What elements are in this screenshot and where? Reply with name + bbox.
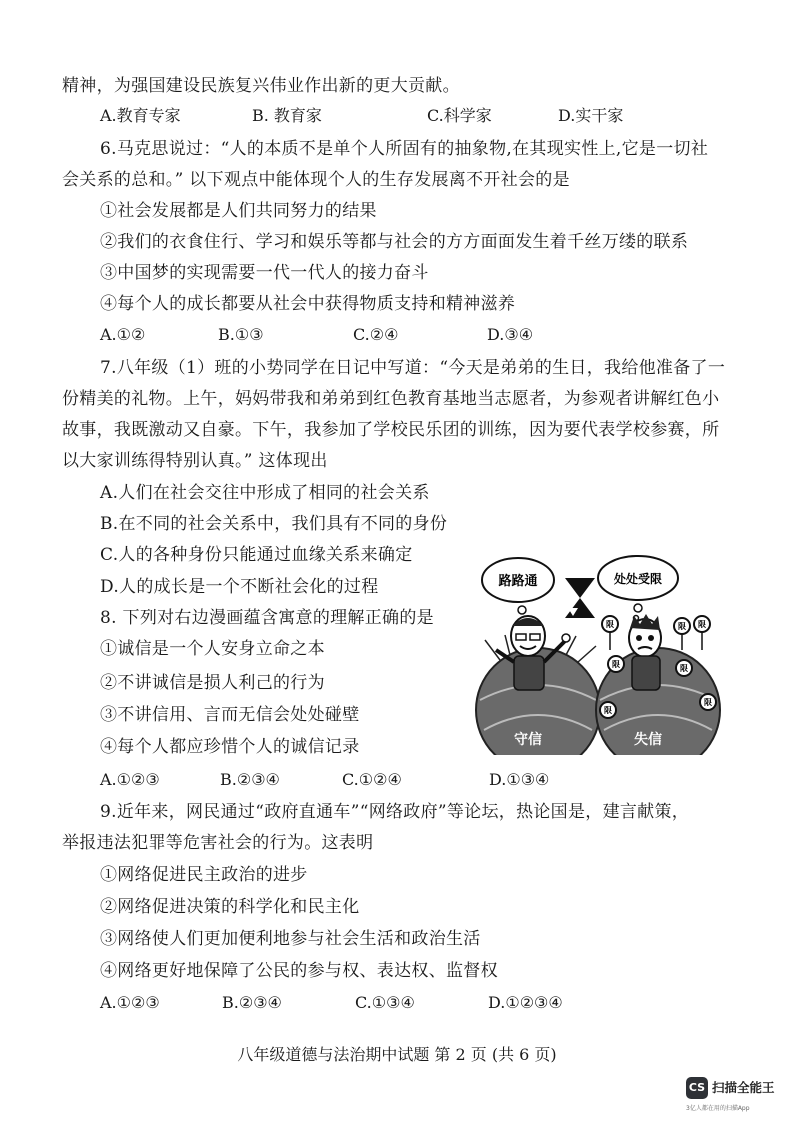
option-d: D.人的成长是一个不断社会化的过程	[100, 577, 379, 597]
limit-sign-icon: 限	[604, 706, 612, 715]
left-globe-label: 守信	[514, 732, 542, 748]
statement: ④每个人的成长都要从社会中获得物质支持和精神滋养	[100, 294, 516, 314]
worried-person	[629, 614, 661, 690]
option-b: B.在不同的社会关系中，我们具有不同的身份	[100, 514, 448, 534]
option-b: B.①③	[218, 325, 264, 344]
option-d: D.③④	[487, 325, 534, 344]
option-c: C.②④	[353, 325, 399, 344]
right-bubble-text: 处处受限	[613, 572, 663, 586]
statement: ②网络促进决策的科学化和民主化	[100, 897, 360, 917]
statement: ①诚信是一个人安身立命之本	[100, 639, 325, 659]
text-line: 举报违法犯罪等危害社会的行为。这表明	[62, 833, 374, 853]
limit-sign-icon: 限	[698, 620, 706, 629]
limit-sign-icon: 限	[678, 622, 686, 631]
limit-sign-icon: 限	[606, 620, 614, 629]
option-a: A.①②③	[100, 993, 160, 1012]
left-thought-bubble	[482, 558, 554, 623]
option-d: D.实干家	[558, 106, 624, 125]
camscanner-logo-icon: CS	[686, 1077, 708, 1099]
left-bubble-text: 路路通	[498, 574, 538, 589]
scanner-watermark	[686, 1075, 786, 1115]
text-line: 以大家训练得特别认真。” 这体现出	[62, 451, 328, 471]
text-line: 会关系的总和。” 以下观点中能体现个人的生存发展离不开社会的是	[62, 170, 570, 190]
option-c: C.科学家	[427, 106, 492, 125]
option-a: A.人们在社会交往中形成了相同的社会关系	[100, 483, 430, 503]
option-a: A.①②	[100, 325, 146, 344]
option-c: C.人的各种身份只能通过血缘关系来确定	[100, 545, 413, 565]
question-9-stem: 9.近年来，网民通过“政府直通车”“网络政府”等论坛，热论国是，建言献策，	[100, 802, 690, 822]
option-d: D.①②③④	[488, 993, 563, 1012]
watermark-name: 扫描全能王	[712, 1080, 775, 1095]
option-b: B.②③④	[220, 770, 280, 789]
right-globe-label: 失信	[634, 732, 662, 748]
option-a: A.教育专家	[100, 106, 181, 125]
question-8-stem: 8. 下列对右边漫画蕴含寓意的理解正确的是	[100, 608, 434, 628]
text-line: 精神，为强国建设民族复兴伟业作出新的更大贡献。	[62, 76, 460, 96]
option-c: C.①③④	[355, 993, 415, 1012]
option-a: A.①②③	[100, 770, 160, 789]
statement: ③中国梦的实现需要一代一代人的接力奋斗	[100, 263, 429, 283]
option-b: B. 教育家	[252, 106, 322, 125]
text-line: 份精美的礼物。上午，妈妈带我和弟弟到红色教育基地当志愿者，为参观者讲解红色小	[62, 389, 720, 409]
page-footer: 八年级道德与法治期中试题 第 2 页 (共 6 页)	[237, 1045, 557, 1064]
statement: ②不讲诚信是损人利己的行为	[100, 673, 325, 693]
option-c: C.①②④	[342, 770, 402, 789]
question-7-stem: 7.八年级（1）班的小势同学在日记中写道：“今天是弟弟的生日，我给他准备了一	[100, 358, 726, 378]
hourglass-divider-icon	[565, 578, 595, 618]
statement: ③不讲信用、言而无信会处处碰壁	[100, 705, 360, 725]
statement: ④每个人都应珍惜个人的诚信记录	[100, 737, 360, 757]
statement: ①网络促进民主政治的进步	[100, 865, 308, 885]
statement: ④网络更好地保障了公民的参与权、表达权、监督权	[100, 961, 498, 981]
watermark-tagline: 3亿人都在用的扫描App	[686, 1105, 750, 1112]
limit-sign-icon: 限	[680, 664, 688, 673]
statement: ③网络使人们更加便利地参与社会生活和政治生活	[100, 929, 481, 949]
limit-sign-icon: 限	[704, 698, 712, 707]
option-b: B.②③④	[222, 993, 282, 1012]
option-d: D.①③④	[489, 770, 550, 789]
honesty-cartoon	[470, 550, 730, 755]
question-6-stem: 6.马克思说过：“人的本质不是单个人所固有的抽象物,在其现实性上,它是一切社	[100, 139, 709, 159]
text-line: 故事，我既激动又自豪。下午，我参加了学校民乐团的训练，因为要代表学校参赛，所	[62, 420, 720, 440]
statement: ②我们的衣食住行、学习和娱乐等都与社会的方方面面发生着千丝万缕的联系	[100, 232, 689, 252]
right-thought-bubble	[598, 556, 678, 621]
statement: ①社会发展都是人们共同努力的结果	[100, 201, 377, 221]
limit-sign-icon: 限	[612, 660, 620, 669]
